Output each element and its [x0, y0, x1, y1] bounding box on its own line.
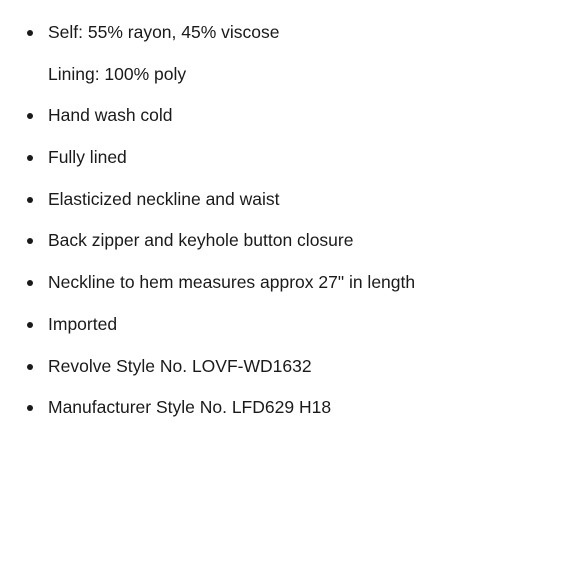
bullet-dot — [27, 405, 33, 411]
bullet-dot — [27, 155, 33, 161]
detail-text: Self: 55% rayon, 45% viscose — [48, 22, 280, 42]
detail-text: Imported — [48, 313, 118, 334]
detail-text: Back zipper and keyhole button closure — [48, 230, 354, 251]
detail-text: Neckline to hem measures approx 27" in length — [48, 272, 416, 293]
list-item — [0, 395, 580, 437]
bullet-dot — [27, 238, 33, 244]
detail-text: Elasticized neckline and waist — [48, 188, 280, 209]
list-item — [0, 187, 580, 229]
list-item — [0, 62, 580, 104]
bullet-dot — [27, 197, 33, 203]
bullet-dot — [27, 113, 33, 119]
detail-text: Fully lined — [48, 147, 127, 168]
list-item — [0, 270, 580, 312]
list-item — [0, 20, 580, 62]
detail-text: Manufacturer Style No. LFD629 H18 — [48, 397, 332, 418]
detail-text: Lining: 100% poly — [48, 63, 187, 84]
bullet-dot — [27, 280, 33, 286]
list-item — [0, 312, 580, 354]
detail-text: Hand wash cold — [48, 105, 173, 126]
bullet-dot — [27, 322, 33, 328]
list-item — [0, 228, 580, 270]
detail-text: Revolve Style No. LOVF-WD1632 — [48, 355, 312, 376]
bullet-dot — [27, 364, 33, 370]
list-item — [0, 354, 580, 396]
list-item — [0, 103, 580, 145]
list-item — [0, 145, 580, 187]
product-details-list — [0, 20, 580, 437]
bullet-dot — [27, 30, 33, 36]
